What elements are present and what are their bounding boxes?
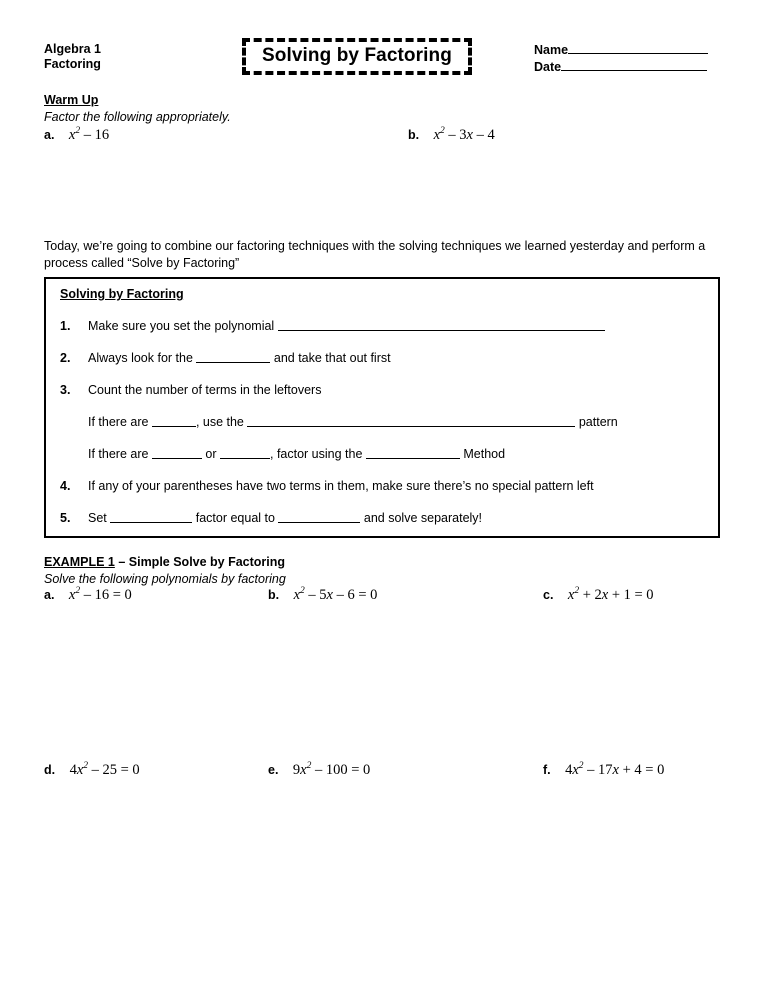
problem-letter: e. <box>268 763 279 777</box>
problem-letter: a. <box>44 128 55 142</box>
intro-paragraph: Today, we’re going to combine our factoring techniques with the solving techniques we learned yesterday and perform a process called “Solve by Factoring” <box>44 239 706 270</box>
step-1 <box>60 319 710 333</box>
worksheet-title: Solving by Factoring <box>242 38 472 75</box>
warm-up-problems <box>44 126 724 148</box>
step-3-substep-a <box>88 415 718 429</box>
steps-box-title: Solving by Factoring <box>60 287 184 301</box>
step-number: 3. <box>60 383 71 397</box>
problem-e <box>268 761 370 779</box>
substep-text-3: , factor using the <box>270 447 366 461</box>
step-3 <box>60 383 710 397</box>
substep-b-blank-2[interactable] <box>220 447 270 459</box>
problem-f <box>543 761 664 779</box>
problem-letter: f. <box>543 763 551 777</box>
step-5-blank-1[interactable] <box>110 511 192 523</box>
warm-up-problem-a <box>44 126 109 144</box>
warm-up-heading: Warm Up <box>44 93 99 107</box>
step-3-substep-b <box>88 447 718 461</box>
step-text: Count the number of terms in the leftovers <box>88 383 322 397</box>
problem-expression: $x^2 - 5x - 6 = 0$ <box>293 586 378 603</box>
substep-text-1: If there are <box>88 415 152 429</box>
step-text-after: and solve separately! <box>360 511 483 525</box>
problem-expression: $9x^2 - 100 = 0$ <box>292 761 371 778</box>
date-input-rule[interactable] <box>561 59 707 71</box>
problem-expression: $x^2 - 3x - 4$ <box>433 126 495 143</box>
problem-letter: d. <box>44 763 56 777</box>
step-number: 1. <box>60 319 71 333</box>
step-number: 2. <box>60 351 71 365</box>
step-text-before: Always look for the <box>88 351 197 365</box>
date-label: Date <box>534 60 562 74</box>
example-1-directions: Solve the following polynomials by factoring <box>44 572 286 586</box>
problem-letter: c. <box>543 588 554 602</box>
problem-letter: b. <box>408 128 420 142</box>
example-1-label: EXAMPLE 1 <box>44 555 115 569</box>
name-input-rule[interactable] <box>568 42 708 54</box>
problem-expression: $x^2 - 16 = 0$ <box>68 586 132 603</box>
name-label: Name <box>534 43 569 57</box>
problem-d <box>44 761 140 779</box>
step-2 <box>60 351 710 365</box>
name-field-row <box>534 42 724 59</box>
course-name: Algebra 1 <box>44 42 101 56</box>
step-5 <box>60 511 710 525</box>
step-text-mid: factor equal to <box>192 511 279 525</box>
date-field-row <box>534 59 724 76</box>
substep-text-2: , use the <box>195 415 248 429</box>
warm-up-directions: Factor the following appropriately. <box>44 110 231 124</box>
step-1-blank[interactable] <box>278 319 605 331</box>
problem-a <box>44 586 132 604</box>
substep-text-4: Method <box>459 447 506 461</box>
example-1-subtitle: – Simple Solve by Factoring <box>114 555 286 569</box>
problem-expression: $x^2 - 16$ <box>68 126 110 143</box>
problem-expression: $4x^2 - 25 = 0$ <box>69 761 140 778</box>
substep-text-2: or <box>201 447 220 461</box>
warm-up-problem-b <box>408 126 495 144</box>
example-1-problem-row-1 <box>44 586 724 608</box>
problem-b <box>268 586 377 604</box>
step-text: If any of your parentheses have two terms in them, make sure there’s no special pattern left <box>88 479 594 493</box>
example-1-problem-row-2 <box>44 761 724 783</box>
substep-b-blank-1[interactable] <box>152 447 202 459</box>
substep-a-blank-1[interactable] <box>152 415 196 427</box>
problem-letter: b. <box>268 588 280 602</box>
step-5-blank-2[interactable] <box>278 511 360 523</box>
example-1-heading <box>44 555 285 569</box>
step-2-blank[interactable] <box>196 351 270 363</box>
problem-expression: $4x^2 - 17x + 4 = 0$ <box>565 761 665 778</box>
name-date-block <box>534 42 724 76</box>
problem-c <box>543 586 654 604</box>
solving-by-factoring-box <box>44 277 720 538</box>
substep-text-1: If there are <box>88 447 152 461</box>
substep-a-blank-2[interactable] <box>247 415 575 427</box>
substep-b-blank-3[interactable] <box>366 447 460 459</box>
step-number: 5. <box>60 511 71 525</box>
problem-letter: a. <box>44 588 55 602</box>
course-info <box>44 42 101 72</box>
step-text: Make sure you set the polynomial <box>88 319 278 333</box>
substep-text-3: pattern <box>575 415 618 429</box>
page-header <box>44 38 724 88</box>
problem-expression: $x^2 + 2x + 1 = 0$ <box>567 586 654 603</box>
step-text-before: Set <box>88 511 111 525</box>
unit-name: Factoring <box>44 57 101 71</box>
step-number: 4. <box>60 479 71 493</box>
step-text-after: and take that out first <box>270 351 391 365</box>
step-4 <box>60 479 710 493</box>
